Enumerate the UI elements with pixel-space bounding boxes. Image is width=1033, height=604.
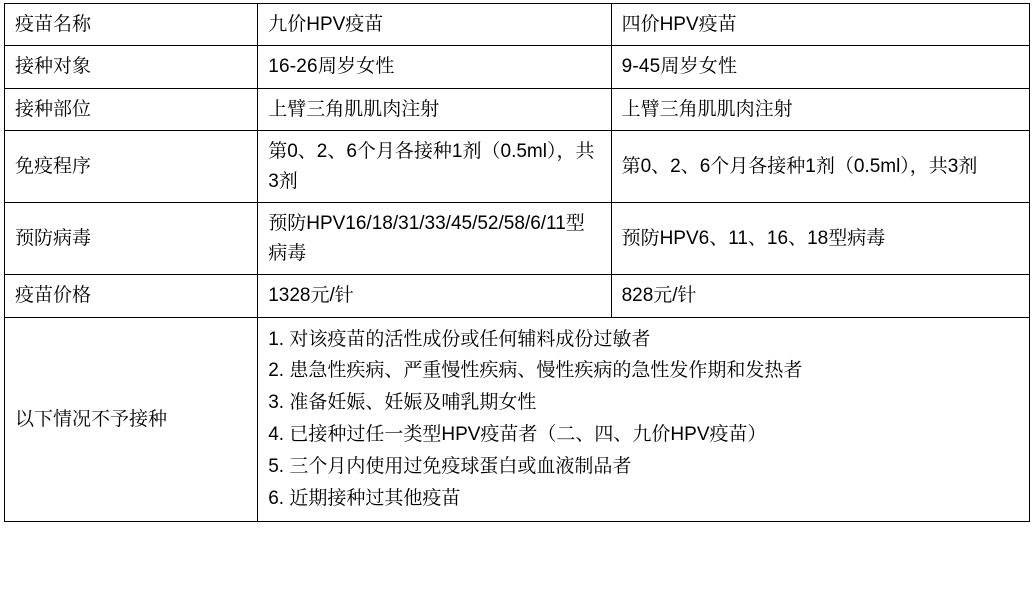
cell-nine-valent-schedule: 第0、2、6个月各接种1剂（0.5ml），共3剂	[258, 131, 611, 203]
row-label-virus-coverage: 预防病毒	[5, 203, 258, 275]
cell-four-valent-coverage: 预防HPV6、11、16、18型病毒	[611, 203, 1029, 275]
list-item: 5. 三个月内使用过免疫球蛋白或血液制品者	[268, 456, 632, 478]
cell-nine-valent-site: 上臂三角肌肌肉注射	[258, 88, 611, 130]
cell-four-valent-site: 上臂三角肌肌肉注射	[611, 88, 1029, 130]
row-label-vaccine-name: 疫苗名称	[5, 4, 258, 46]
table-row	[5, 46, 1030, 88]
row-label-contraindications: 以下情况不予接种	[5, 317, 258, 521]
cell-four-valent-schedule: 第0、2、6个月各接种1剂（0.5ml），共3剂	[611, 131, 1029, 203]
row-label-target-group: 接种对象	[5, 46, 258, 88]
cell-contraindications-list	[258, 317, 1030, 521]
list-item: 6. 近期接种过其他疫苗	[268, 488, 461, 510]
list-item: 2. 患急性疾病、严重慢性疾病、慢性疾病的急性发作期和发热者	[268, 360, 803, 382]
contraindications-list	[268, 324, 1019, 515]
cell-nine-valent-price: 1328元/针	[258, 275, 611, 317]
table-row	[5, 88, 1030, 130]
list-item: 4. 已接种过任一类型HPV疫苗者（二、四、九价HPV疫苗）	[268, 424, 767, 446]
row-label-injection-site: 接种部位	[5, 88, 258, 130]
table-row	[5, 275, 1030, 317]
table-row	[5, 131, 1030, 203]
table-row	[5, 203, 1030, 275]
cell-nine-valent-target: 16-26周岁女性	[258, 46, 611, 88]
cell-nine-valent-coverage: 预防HPV16/18/31/33/45/52/58/6/11型病毒	[258, 203, 611, 275]
list-item: 1. 对该疫苗的活性成份或任何辅料成份过敏者	[268, 328, 651, 350]
cell-four-valent-target: 9-45周岁女性	[611, 46, 1029, 88]
cell-four-valent-price: 828元/针	[611, 275, 1029, 317]
row-label-schedule: 免疫程序	[5, 131, 258, 203]
cell-four-valent-name: 四价HPV疫苗	[611, 4, 1029, 46]
table-row-contraindications	[5, 317, 1030, 521]
row-label-price: 疫苗价格	[5, 275, 258, 317]
list-item: 3. 准备妊娠、妊娠及哺乳期女性	[268, 392, 537, 414]
cell-nine-valent-name: 九价HPV疫苗	[258, 4, 611, 46]
table-row	[5, 4, 1030, 46]
vaccine-comparison-table	[4, 3, 1030, 522]
